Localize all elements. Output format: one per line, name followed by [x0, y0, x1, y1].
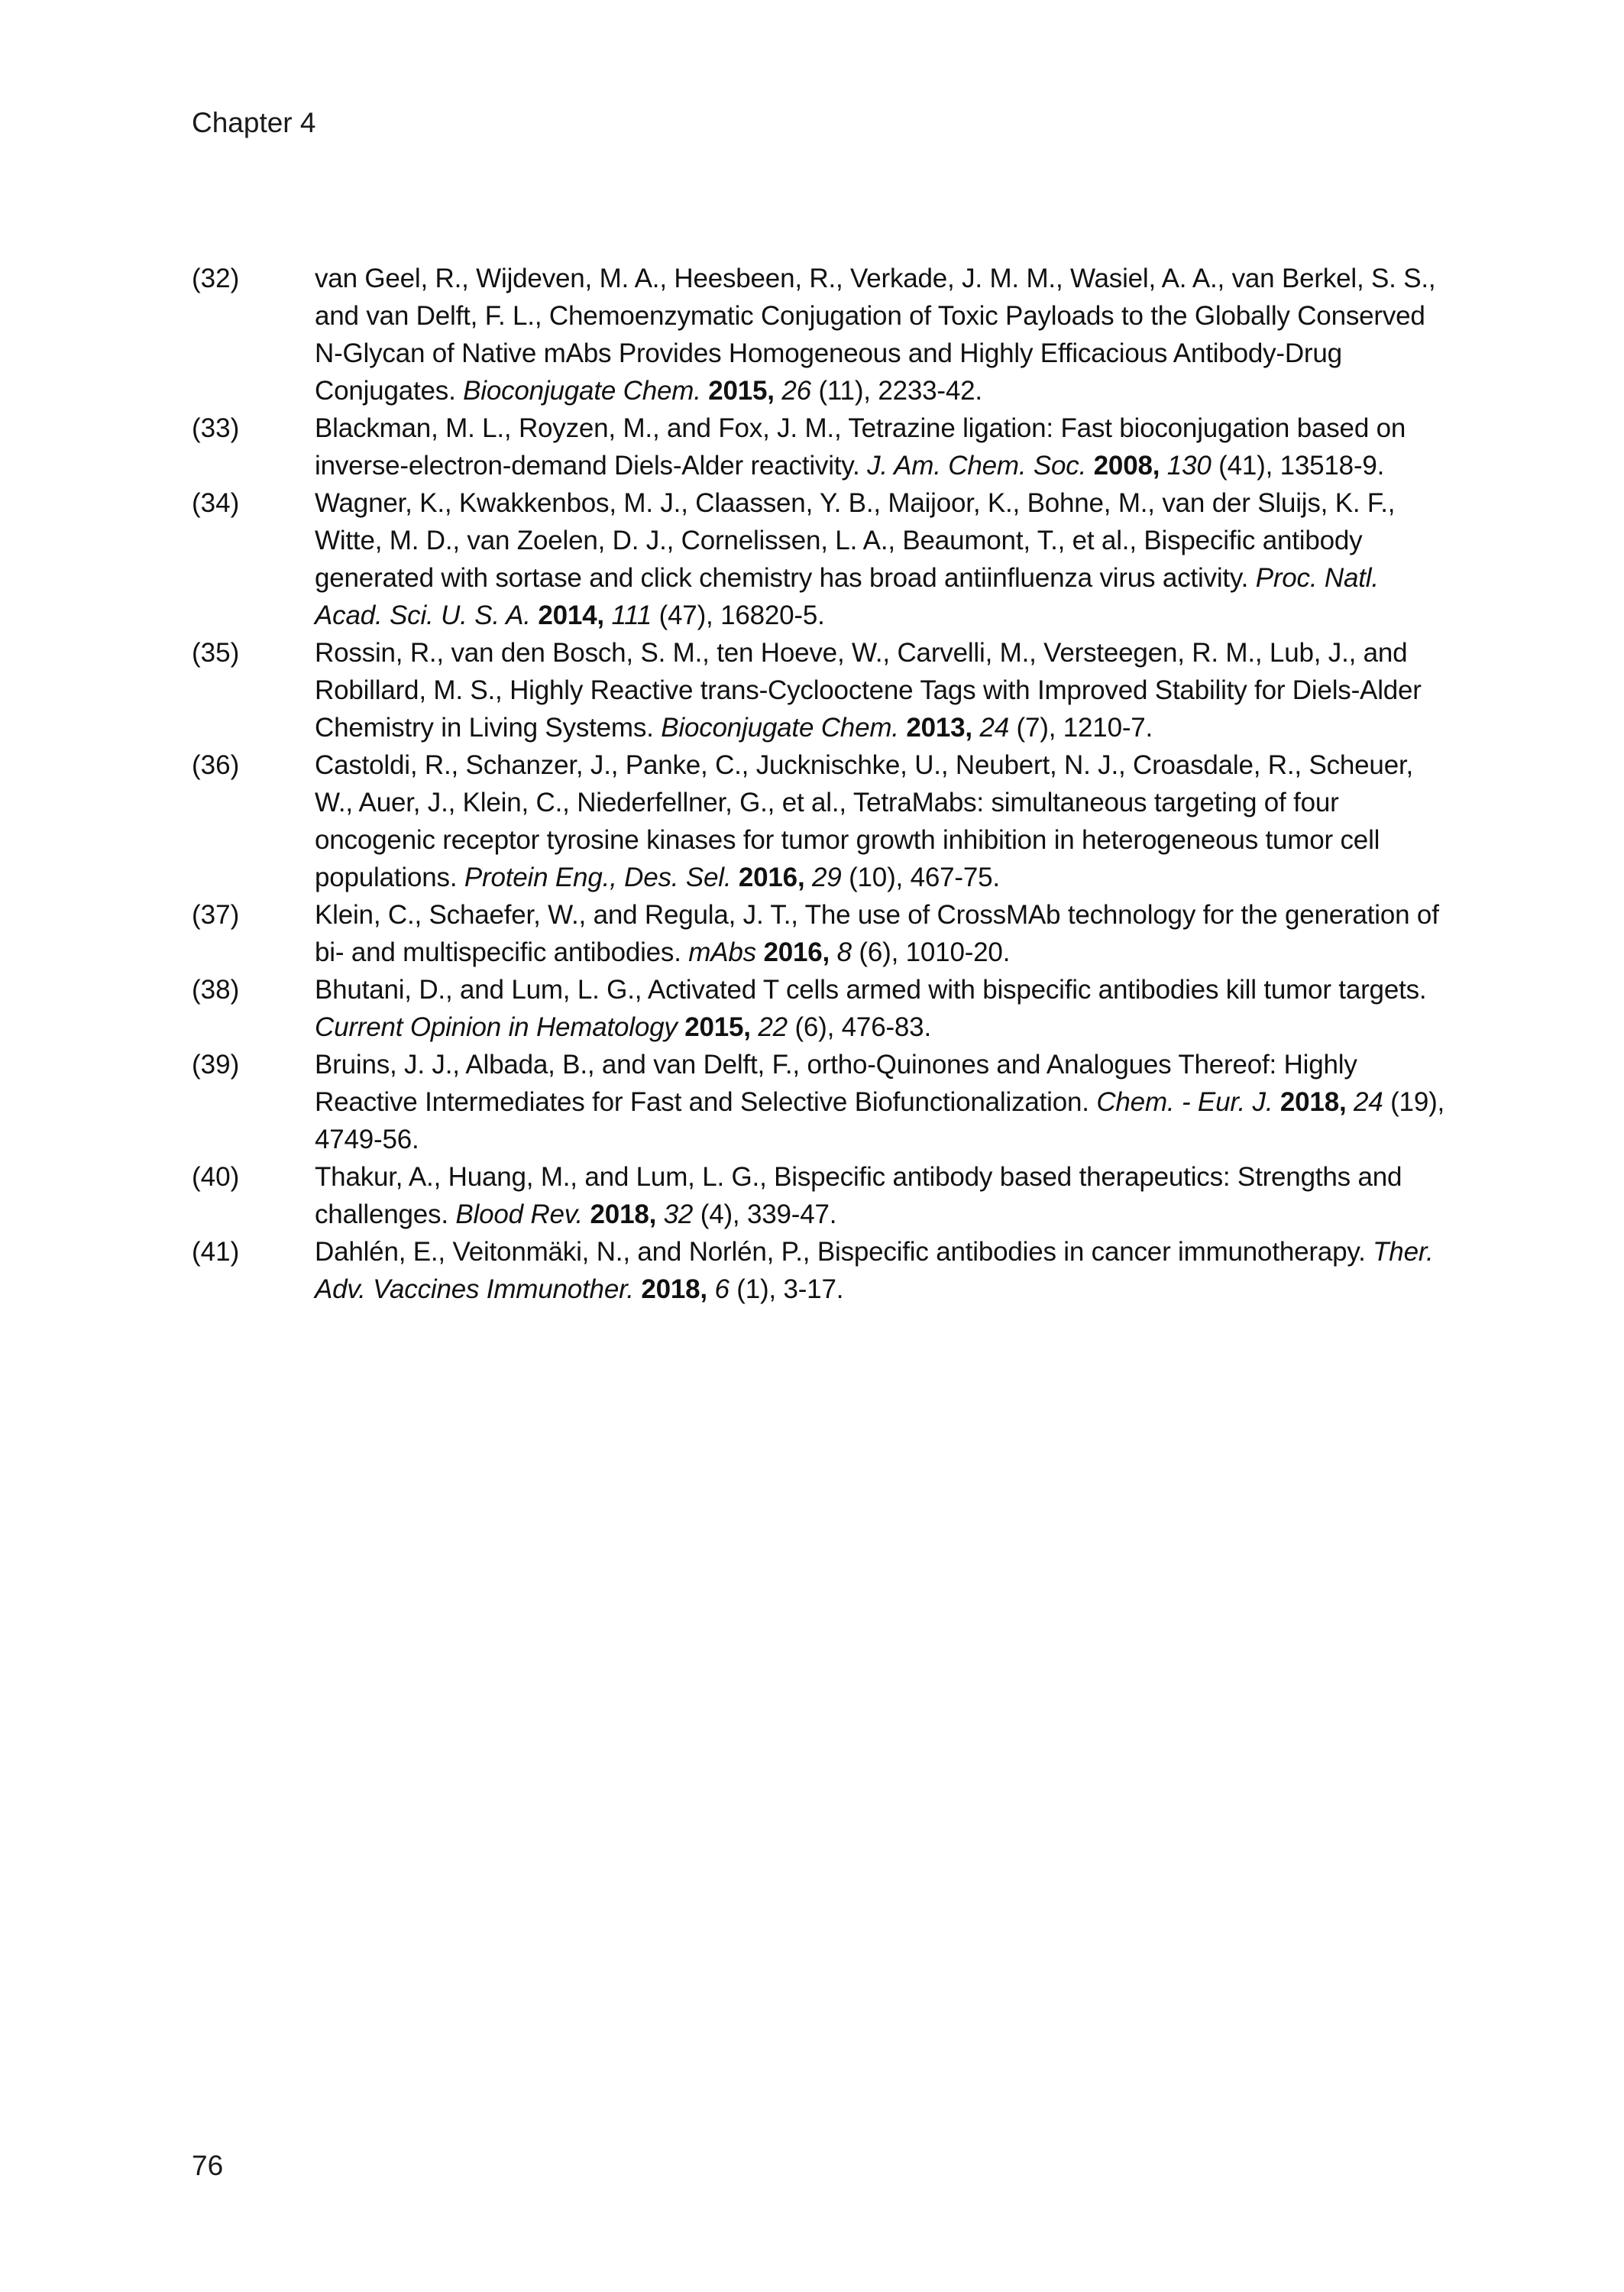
- reference-item: [192, 260, 1452, 410]
- reference-item: [192, 896, 1452, 971]
- reference-volume: 24: [1354, 1087, 1383, 1117]
- reference-item: [192, 1158, 1452, 1233]
- reference-pages: (6), 1010-20.: [859, 937, 1011, 967]
- reference-item: [192, 410, 1452, 484]
- reference-list: [192, 260, 1452, 1308]
- reference-item: [192, 1046, 1452, 1158]
- reference-authors-title: Thakur, A., Huang, M., and Lum, L. G., Bispecific antibody based therapeutics: Strengths and challenges.: [315, 1162, 1402, 1229]
- reference-volume: 26: [781, 376, 811, 406]
- reference-journal: Protein Eng., Des. Sel.: [464, 863, 732, 892]
- reference-year: 2014,: [538, 601, 604, 630]
- reference-volume: 111: [611, 601, 652, 630]
- reference-pages: (6), 476-83.: [794, 1012, 931, 1042]
- reference-text: [315, 896, 1452, 971]
- reference-text: [315, 971, 1452, 1046]
- reference-volume: 6: [714, 1274, 730, 1304]
- reference-pages: (47), 16820-5.: [658, 601, 825, 630]
- reference-volume: 22: [758, 1012, 788, 1042]
- reference-item: [192, 1233, 1452, 1308]
- reference-text: [315, 634, 1452, 746]
- reference-text: [315, 484, 1452, 634]
- reference-authors-title: Wagner, K., Kwakkenbos, M. J., Claassen, Y. B., Maijoor, K., Bohne, M., van der Sluijs, K. F., Witte, M. D., van Zoelen, D. J., Cornelissen, L. A., Beaumont, T., et al., Bispecific antibody generated with sortase and click chemistry has broad antiinfluenza virus activity.: [315, 488, 1396, 593]
- reference-volume: 130: [1166, 451, 1212, 481]
- reference-volume: 8: [836, 937, 852, 967]
- reference-journal: Current Opinion in Hematology: [315, 1012, 678, 1042]
- reference-year: 2015,: [684, 1012, 751, 1042]
- reference-volume: 24: [979, 713, 1010, 743]
- reference-number: (40): [192, 1162, 240, 1192]
- reference-journal: Bioconjugate Chem.: [463, 376, 701, 406]
- reference-journal: Chem. - Eur. J.: [1096, 1087, 1273, 1117]
- reference-number: (32): [192, 264, 240, 293]
- reference-journal: J. Am. Chem. Soc.: [867, 451, 1087, 481]
- reference-year: 2013,: [906, 713, 972, 743]
- reference-journal: Bioconjugate Chem.: [661, 713, 899, 743]
- reference-pages: (7), 1210-7.: [1016, 713, 1153, 743]
- reference-number: (34): [192, 488, 240, 518]
- reference-item: [192, 484, 1452, 634]
- reference-authors-title: Castoldi, R., Schanzer, J., Panke, C., Jucknischke, U., Neubert, N. J., Croasdale, R., Scheuer, W., Auer, J., Klein, C., Niederfellner, G., et al., TetraMabs: simultaneous targeting of four oncogenic receptor tyrosine kinases for tumor growth inhibition in heterogeneous tumor cell populations.: [315, 750, 1414, 892]
- reference-year: 2018,: [641, 1274, 707, 1304]
- reference-volume: 32: [663, 1199, 694, 1229]
- reference-text: [315, 1046, 1452, 1158]
- reference-pages: (10), 467-75.: [849, 863, 1000, 892]
- reference-text: [315, 410, 1452, 484]
- page-number: 76: [192, 2150, 224, 2181]
- reference-item: [192, 634, 1452, 746]
- reference-number: (33): [192, 413, 240, 443]
- reference-number: (37): [192, 900, 240, 930]
- reference-year: 2018,: [590, 1199, 657, 1229]
- reference-item: [192, 971, 1452, 1046]
- reference-pages: (4), 339-47.: [700, 1199, 837, 1229]
- reference-item: [192, 746, 1452, 896]
- reference-year: 2018,: [1279, 1087, 1347, 1117]
- reference-volume: 29: [812, 863, 842, 892]
- reference-journal: Blood Rev.: [455, 1199, 584, 1229]
- reference-year: 2015,: [708, 376, 775, 406]
- reference-year: 2016,: [763, 937, 830, 967]
- reference-journal: mAbs: [688, 937, 756, 967]
- reference-authors-title: Blackman, M. L., Royzen, M., and Fox, J. M., Tetrazine ligation: Fast bioconjugation based on inverse-electron-demand Diels-Alder reactivity.: [315, 413, 1406, 481]
- reference-authors-title: Rossin, R., van den Bosch, S. M., ten Hoeve, W., Carvelli, M., Versteegen, R. M., Lub, J., and Robillard, M. S., Highly Reactive trans-Cyclooctene Tags with Improved Stability for Diels-Alder Chemistry in Living Systems.: [315, 638, 1422, 743]
- reference-pages: (11), 2233-42.: [818, 376, 982, 406]
- reference-number: (36): [192, 750, 240, 780]
- reference-pages: (41), 13518-9.: [1218, 451, 1385, 481]
- reference-authors-title: Bhutani, D., and Lum, L. G., Activated T cells armed with bispecific antibodies kill tumor targets.: [315, 975, 1427, 1005]
- reference-pages: (19), 4749-56.: [315, 1087, 1445, 1154]
- reference-authors-title: Bruins, J. J., Albada, B., and van Delft, F., ortho-Quinones and Analogues Thereof: Highly Reactive Intermediates for Fast and Selective Biofunctionalization.: [315, 1050, 1357, 1117]
- reference-number: (35): [192, 638, 240, 668]
- reference-text: [315, 1158, 1452, 1233]
- running-header: Chapter 4: [192, 107, 316, 138]
- reference-authors-title: Klein, C., Schaefer, W., and Regula, J. T., The use of CrossMAb technology for the generation of bi- and multispecific antibodies.: [315, 900, 1439, 967]
- reference-authors-title: Dahlén, E., Veitonmäki, N., and Norlén, P., Bispecific antibodies in cancer immunotherapy.: [315, 1237, 1366, 1267]
- reference-number: (39): [192, 1050, 240, 1080]
- reference-journal: Proc. Natl. Acad. Sci. U. S. A.: [315, 563, 1379, 630]
- reference-year: 2008,: [1093, 451, 1160, 481]
- reference-text: [315, 1233, 1452, 1308]
- reference-number: (38): [192, 975, 240, 1005]
- reference-pages: (1), 3-17.: [736, 1274, 844, 1304]
- reference-number: (41): [192, 1237, 240, 1267]
- reference-text: [315, 746, 1452, 896]
- reference-authors-title: van Geel, R., Wijdeven, M. A., Heesbeen, R., Verkade, J. M. M., Wasiel, A. A., van Berkel, S. S., and van Delft, F. L., Chemoenzymatic Conjugation of Toxic Payloads to the Globally Conserved N-Glycan of Native mAbs Provides Homogeneous and Highly Efficacious Antibody-Drug Conjugates.: [315, 264, 1436, 406]
- reference-year: 2016,: [738, 863, 805, 892]
- reference-text: [315, 260, 1452, 410]
- reference-journal: Ther. Adv. Vaccines Immunother.: [315, 1237, 1434, 1304]
